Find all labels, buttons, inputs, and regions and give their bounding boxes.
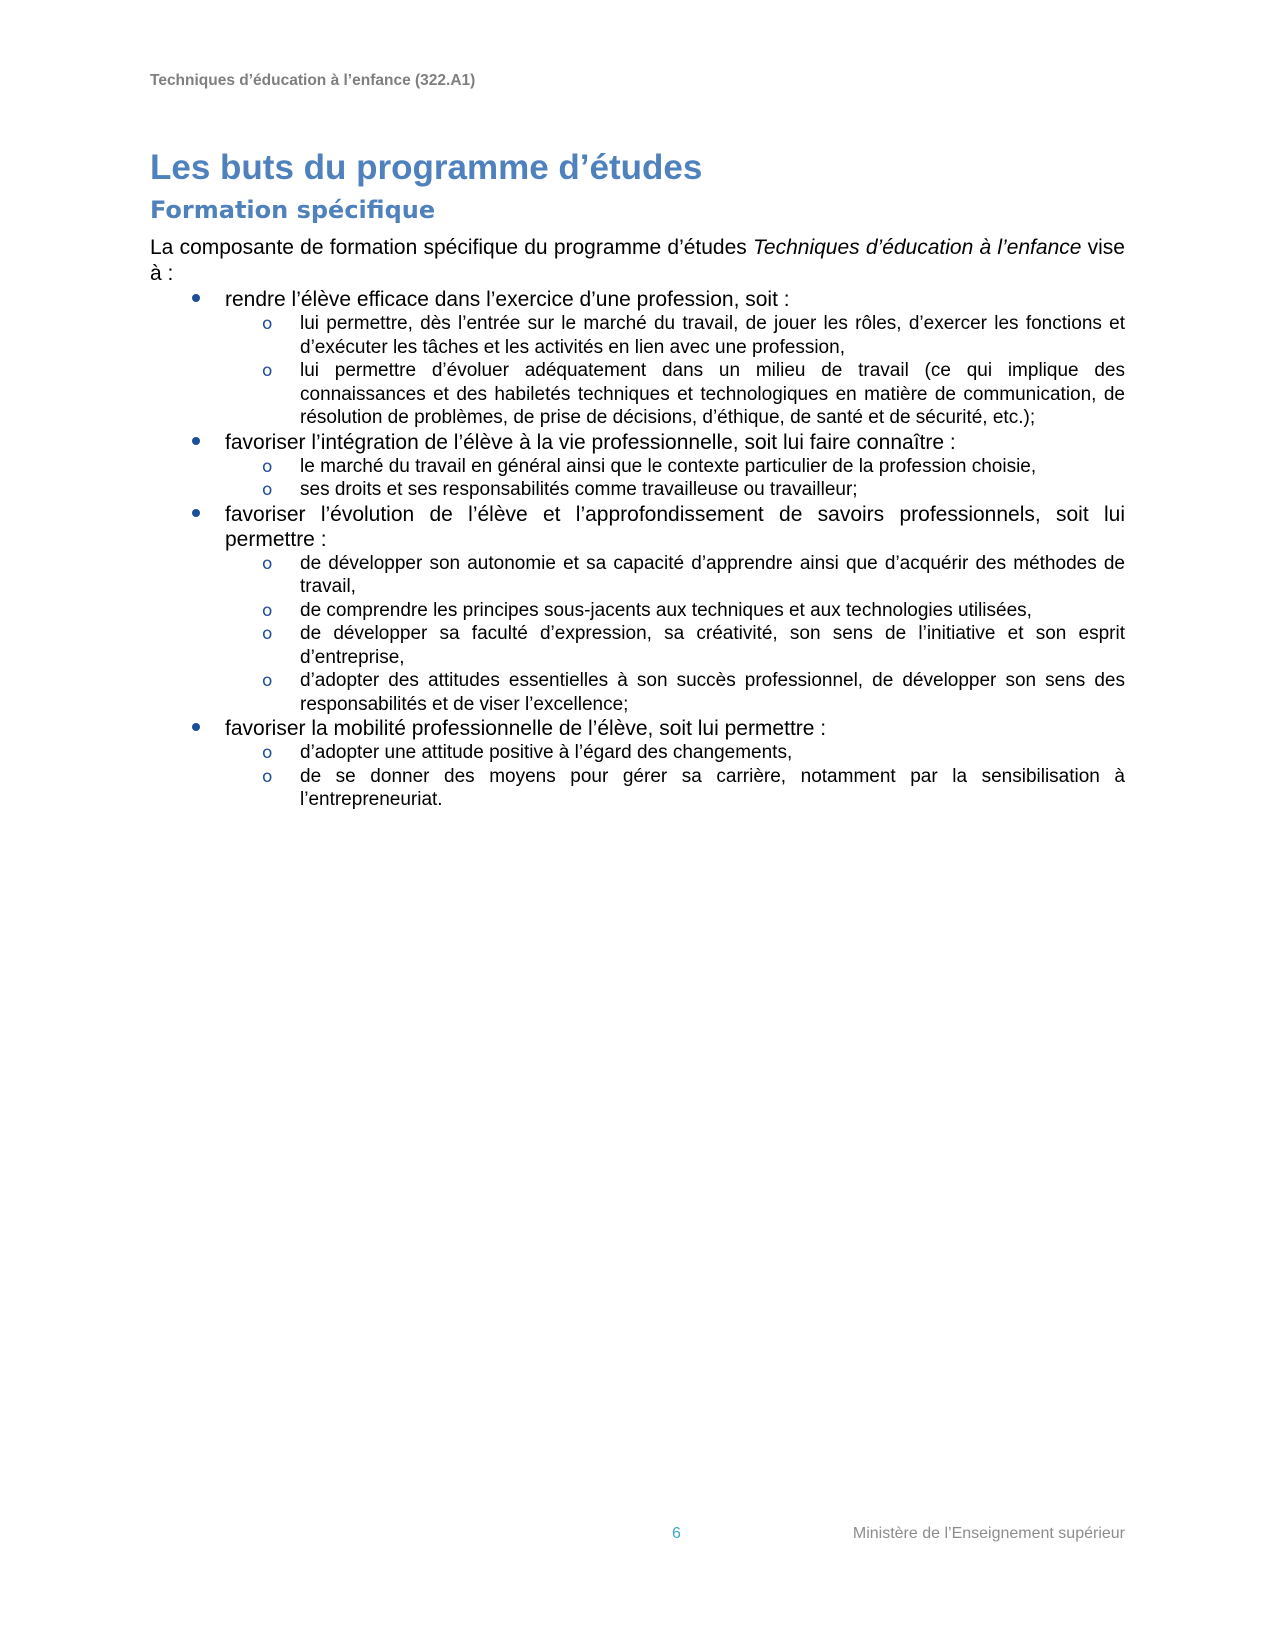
goal-text: rendre l’élève efficace dans l’exercice d’une profession, soit : bbox=[225, 288, 790, 312]
goal-item bbox=[150, 430, 1125, 502]
sub-text: le marché du travail en général ainsi que le contexte particulier de la profession choisie, bbox=[300, 455, 1037, 477]
intro-text-after: vise à : bbox=[150, 236, 1125, 286]
circle-bullet-icon: o bbox=[262, 766, 273, 787]
sub-item bbox=[150, 359, 1125, 430]
sub-text: de développer son autonomie et sa capacité d’apprendre ainsi que d’acquérir des méthodes de travail, bbox=[300, 552, 1125, 598]
sub-item bbox=[150, 478, 1125, 502]
section-title: Formation spécifique bbox=[150, 196, 436, 225]
sub-item bbox=[150, 765, 1125, 812]
footer-ministry: Ministère de l’Enseignement supérieur bbox=[852, 1525, 1125, 1542]
sub-item bbox=[150, 741, 1125, 765]
bullet-icon bbox=[192, 509, 200, 517]
sub-item bbox=[150, 455, 1125, 479]
bullet-icon bbox=[192, 723, 200, 731]
bullet-icon bbox=[192, 294, 200, 302]
sub-item bbox=[150, 552, 1125, 599]
circle-bullet-icon: o bbox=[262, 361, 273, 382]
goal-text: favoriser la mobilité professionnelle de l’élève, soit lui permettre : bbox=[225, 717, 827, 741]
circle-bullet-icon: o bbox=[262, 480, 273, 501]
sub-text: de comprendre les principes sous-jacents aux techniques et aux technologies utilisées, bbox=[300, 599, 1032, 621]
circle-bullet-icon: o bbox=[262, 743, 273, 764]
sub-list bbox=[225, 741, 1125, 812]
sub-item bbox=[150, 669, 1125, 716]
sub-text: lui permettre d’évoluer adéquatement dans un milieu de travail (ce qui implique des connaissances et des habiletés techniques et technologiques en matière de communication, de résolution de problèmes, de prise de décisions, d’éthique, de santé et de sécurité, etc.); bbox=[300, 360, 1125, 429]
sub-item bbox=[150, 312, 1125, 359]
circle-bullet-icon: o bbox=[262, 553, 273, 574]
sub-text: ses droits et ses responsabilités comme travailleuse ou travailleur; bbox=[300, 479, 858, 501]
intro-text-before: La composante de formation spécifique du programme d’études bbox=[150, 236, 753, 260]
goal-text: favoriser l’évolution de l’élève et l’approfondissement de savoirs professionnels, soit lui permettre : bbox=[225, 502, 1125, 551]
running-header: Techniques d’éducation à l’enfance (322.A1) bbox=[150, 72, 476, 89]
sub-text: d’adopter une attitude positive à l’égard des changements, bbox=[300, 742, 793, 764]
page-content bbox=[150, 148, 1125, 812]
circle-bullet-icon: o bbox=[262, 600, 273, 621]
circle-bullet-icon: o bbox=[262, 314, 273, 335]
circle-bullet-icon: o bbox=[262, 456, 273, 477]
goal-text: favoriser l’intégration de l’élève à la vie professionnelle, soit lui faire connaître : bbox=[225, 430, 956, 454]
goal-item bbox=[150, 287, 1125, 430]
sub-list bbox=[225, 312, 1125, 430]
sub-text: lui permettre, dès l’entrée sur le marché du travail, de jouer les rôles, d’exercer les fonctions et d’exécuter les tâches et les activités en lien avec une profession, bbox=[300, 313, 1125, 358]
circle-bullet-icon: o bbox=[262, 624, 273, 645]
sub-text: d’adopter des attitudes essentielles à son succès professionnel, de développer son sens des responsabilités et de viser l’excellence; bbox=[300, 670, 1125, 715]
sub-item bbox=[150, 599, 1125, 623]
bullet-icon bbox=[192, 437, 200, 445]
sub-text: de développer sa faculté d’expression, sa créativité, son sens de l’initiative et son esprit d’entreprise, bbox=[300, 623, 1125, 668]
goal-item bbox=[150, 716, 1125, 812]
sub-item bbox=[150, 622, 1125, 669]
page-title: Les buts du programme d’études bbox=[150, 148, 703, 187]
goal-item bbox=[150, 502, 1125, 717]
sub-text: de se donner des moyens pour gérer sa carrière, notamment par la sensibilisation à l’entrepreneuriat. bbox=[300, 765, 1125, 811]
program-name: Techniques d’éducation à l’enfance bbox=[753, 236, 1082, 260]
intro-paragraph bbox=[150, 235, 1125, 287]
sub-list bbox=[225, 455, 1125, 502]
circle-bullet-icon: o bbox=[262, 671, 273, 692]
page-number: 6 bbox=[672, 1525, 681, 1542]
goals-list bbox=[150, 287, 1125, 812]
sub-list bbox=[225, 552, 1125, 717]
